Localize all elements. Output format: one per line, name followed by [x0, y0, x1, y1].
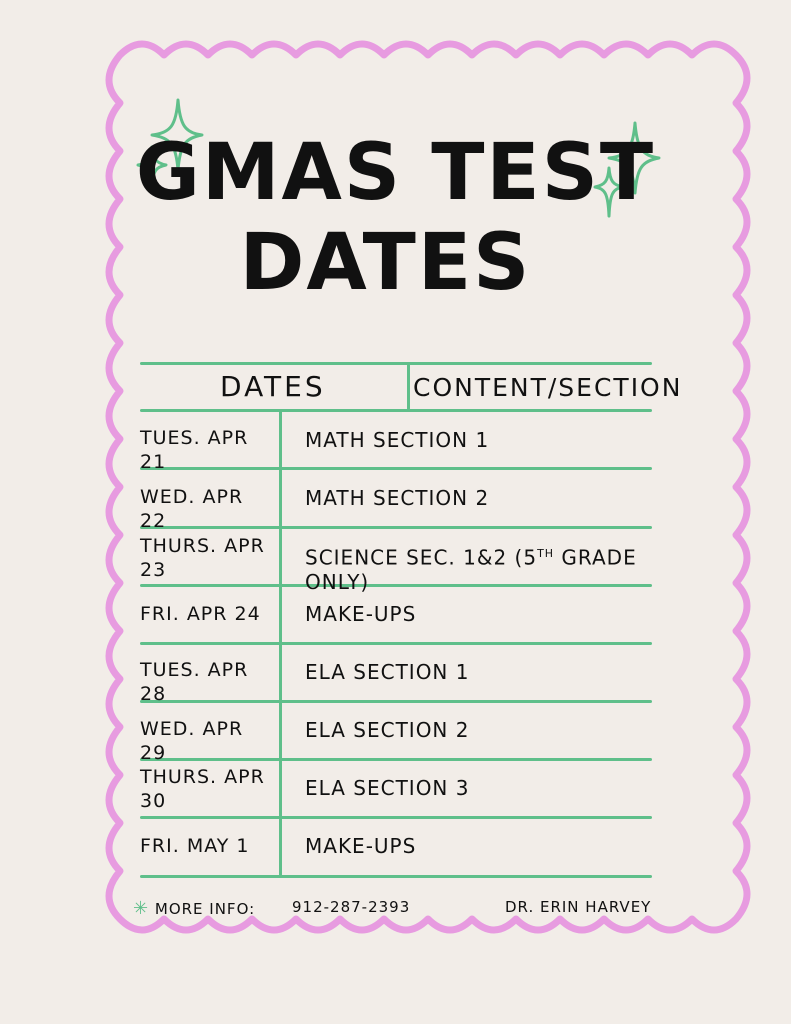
row-date: TUES. APR 21 [140, 427, 249, 473]
row-date: TUES. APR 28 [140, 659, 249, 705]
row-date: FRI. MAY 1 [140, 835, 250, 857]
column-header-dates: DATES [220, 370, 326, 403]
row-section: MAKE-UPS [305, 834, 417, 858]
row-date: WED. APR 29 [140, 718, 244, 764]
row-date: THURS. APR 23 [140, 535, 265, 581]
row-date: WED. APR 22 [140, 486, 244, 532]
page-title-line2: DATES [239, 218, 532, 308]
row-date: FRI. APR 24 [140, 603, 261, 625]
more-info-label: MORE INFO: [154, 900, 256, 918]
row-section: ELA SECTION 1 [305, 660, 470, 684]
row-section: MAKE-UPS [305, 602, 417, 626]
phone-number: 912-287-2393 [292, 898, 411, 916]
more-info [133, 898, 255, 919]
contact-name: DR. ERIN HARVEY [505, 898, 652, 916]
row-section: MATH SECTION 2 [305, 486, 490, 510]
row-section: SCIENCE SEC. 1&2 (5TH GRADE ONLY) [305, 545, 637, 594]
row-section: ELA SECTION 2 [305, 718, 470, 742]
row-date: THURS. APR 30 [140, 766, 265, 812]
column-header-content: CONTENT/SECTION [413, 373, 683, 402]
page-title-line1: GMAS TEST [135, 128, 656, 218]
row-section: ELA SECTION 3 [305, 776, 470, 800]
row-section: MATH SECTION 1 [305, 428, 490, 452]
asterisk-icon: ✳ [133, 898, 150, 919]
